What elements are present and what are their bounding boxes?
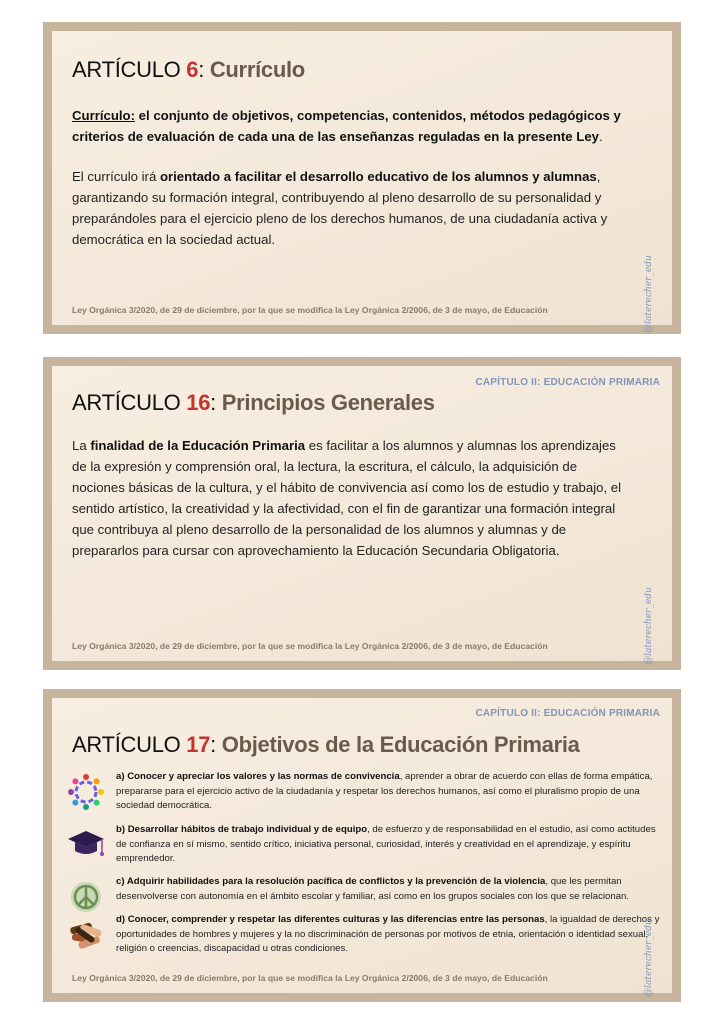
definition-end: .: [599, 129, 603, 144]
body-paragraph: [72, 166, 632, 250]
body-start: La: [72, 438, 91, 453]
diverse-hands-icon: [66, 915, 106, 955]
author-handle: @laterecher_edu: [644, 919, 655, 997]
card-body: [52, 366, 672, 665]
article-17-card: [43, 689, 681, 1002]
objective-bold: a) Conocer y apreciar los valores y las normas de convivencia: [116, 771, 400, 782]
title-prefix: ARTÍCULO: [72, 390, 187, 415]
people-circle-icon: [66, 772, 106, 812]
objective-bold: b) Desarrollar hábitos de trabajo individual y de equipo: [116, 824, 368, 835]
article-title: [72, 390, 435, 416]
law-footer: Ley Orgánica 3/2020, de 29 de diciembre, por la que se modifica la Ley Orgánica 2/2006, de 3 de mayo, de Educación: [72, 641, 548, 651]
objective-b: [66, 823, 666, 867]
body-paragraph: [72, 435, 632, 561]
article-name: Principios Generales: [221, 390, 435, 415]
law-footer: Ley Orgánica 3/2020, de 29 de diciembre, por la que se modifica la Ley Orgánica 2/2006, de 3 de mayo, de Educación: [72, 305, 548, 315]
title-prefix: ARTÍCULO: [72, 57, 187, 82]
definition-paragraph: [72, 105, 632, 147]
definition-text: el conjunto de objetivos, competencias, contenidos, métodos pedagógicos y criterios de evaluación de cada una de las enseñanzas reguladas en la presente Ley: [72, 108, 621, 144]
body-bold: orientado a facilitar el desarrollo educativo de los alumnos y alumnas: [159, 169, 597, 184]
author-handle: @laterecher_edu: [644, 587, 655, 665]
article-title: [72, 732, 580, 758]
definition-term: Currículo:: [72, 108, 136, 123]
article-title: [72, 57, 305, 83]
title-separator: :: [210, 390, 222, 415]
body-rest: es facilitar a los alumnos y alumnas los aprendizajes de la expresión y comprensión oral, la lectura, la escritura, el cálculo, la adquisición de nociones básicas de la cultura, y el hábito de convivencia así como los de estudio y trabajo, el sentido artístico, la creatividad y la afectividad, con el fin de garantizar una formación integral que contribuya al pleno desarrollo de la personalidad de los alumnos y alumnas y de prepararlos para cursar con aprovechamiento la Educación Secundaria Obligatoria.: [72, 438, 622, 558]
peace-icon: [66, 877, 106, 917]
article-number: 6: [186, 57, 199, 82]
objective-bold: d) Conocer, comprender y respetar las diferentes culturas y las diferencias entre las personas: [116, 914, 545, 925]
body-start: El currículo irá: [72, 169, 160, 184]
objective-c: [66, 875, 666, 917]
card-body: [52, 31, 672, 333]
card-body: [52, 698, 672, 997]
chapter-label: CAPÍTULO II: EDUCACIÓN PRIMARIA: [475, 377, 660, 388]
objective-rest: , aprender a obrar de acuerdo con ellas de forma empática, prepararse para el ejercicio activo de la ciudadanía y respetar los derechos humanos, así como el pluralismo propio de una sociedad democrática.: [116, 771, 653, 811]
body-bold: finalidad de la Educación Primaria: [90, 438, 306, 453]
article-6-card: [43, 22, 681, 334]
body-rest: , garantizando su formación integral, contribuyendo al pleno desarrollo de su personalidad y preparándoles para el ejercicio pleno de los derechos humanos, de una ciudadanía activa y democrática en la sociedad actual.: [72, 169, 608, 247]
title-separator: :: [210, 732, 222, 757]
article-name: Objetivos de la Educación Primaria: [221, 732, 580, 757]
objective-rest: , de esfuerzo y de responsabilidad en el estudio, así como actitudes de confianza en sí mismo, sentido crítico, iniciativa personal, curiosidad, interés y creatividad en el aprendizaje, y espíritu emprendedor.: [116, 824, 656, 864]
law-footer: Ley Orgánica 3/2020, de 29 de diciembre, por la que se modifica la Ley Orgánica 2/2006, de 3 de mayo, de Educación: [72, 973, 548, 983]
objective-d: [66, 913, 666, 957]
objective-text: [116, 875, 666, 904]
objective-bold: c) Adquirir habilidades para la resolución pacífica de conflictos y la prevención de la violencia: [116, 876, 546, 887]
article-16-card: [43, 357, 681, 670]
title-separator: :: [198, 57, 210, 82]
article-number: 17: [186, 732, 211, 757]
objective-rest: , la igualdad de derechos y oportunidades de hombres y mujeres y la no discriminación de personas por motivos de etnia, orientación o identidad sexual, religión o creencias, discapacidad u otras condiciones.: [116, 914, 660, 954]
chapter-label: CAPÍTULO II: EDUCACIÓN PRIMARIA: [475, 708, 660, 719]
author-handle: @laterecher_edu: [644, 255, 655, 333]
title-prefix: ARTÍCULO: [72, 732, 187, 757]
objective-text: [116, 913, 666, 957]
objective-text: [116, 823, 666, 867]
article-name: Currículo: [209, 57, 305, 82]
objective-rest: , que les permitan desenvolverse con autonomía en el ámbito escolar y familiar, así como en los grupos sociales con los que se relacionan.: [116, 876, 630, 902]
objective-text: [116, 770, 666, 814]
article-number: 16: [186, 390, 211, 415]
graduation-cap-icon: [66, 825, 106, 865]
objective-a: [66, 770, 666, 814]
